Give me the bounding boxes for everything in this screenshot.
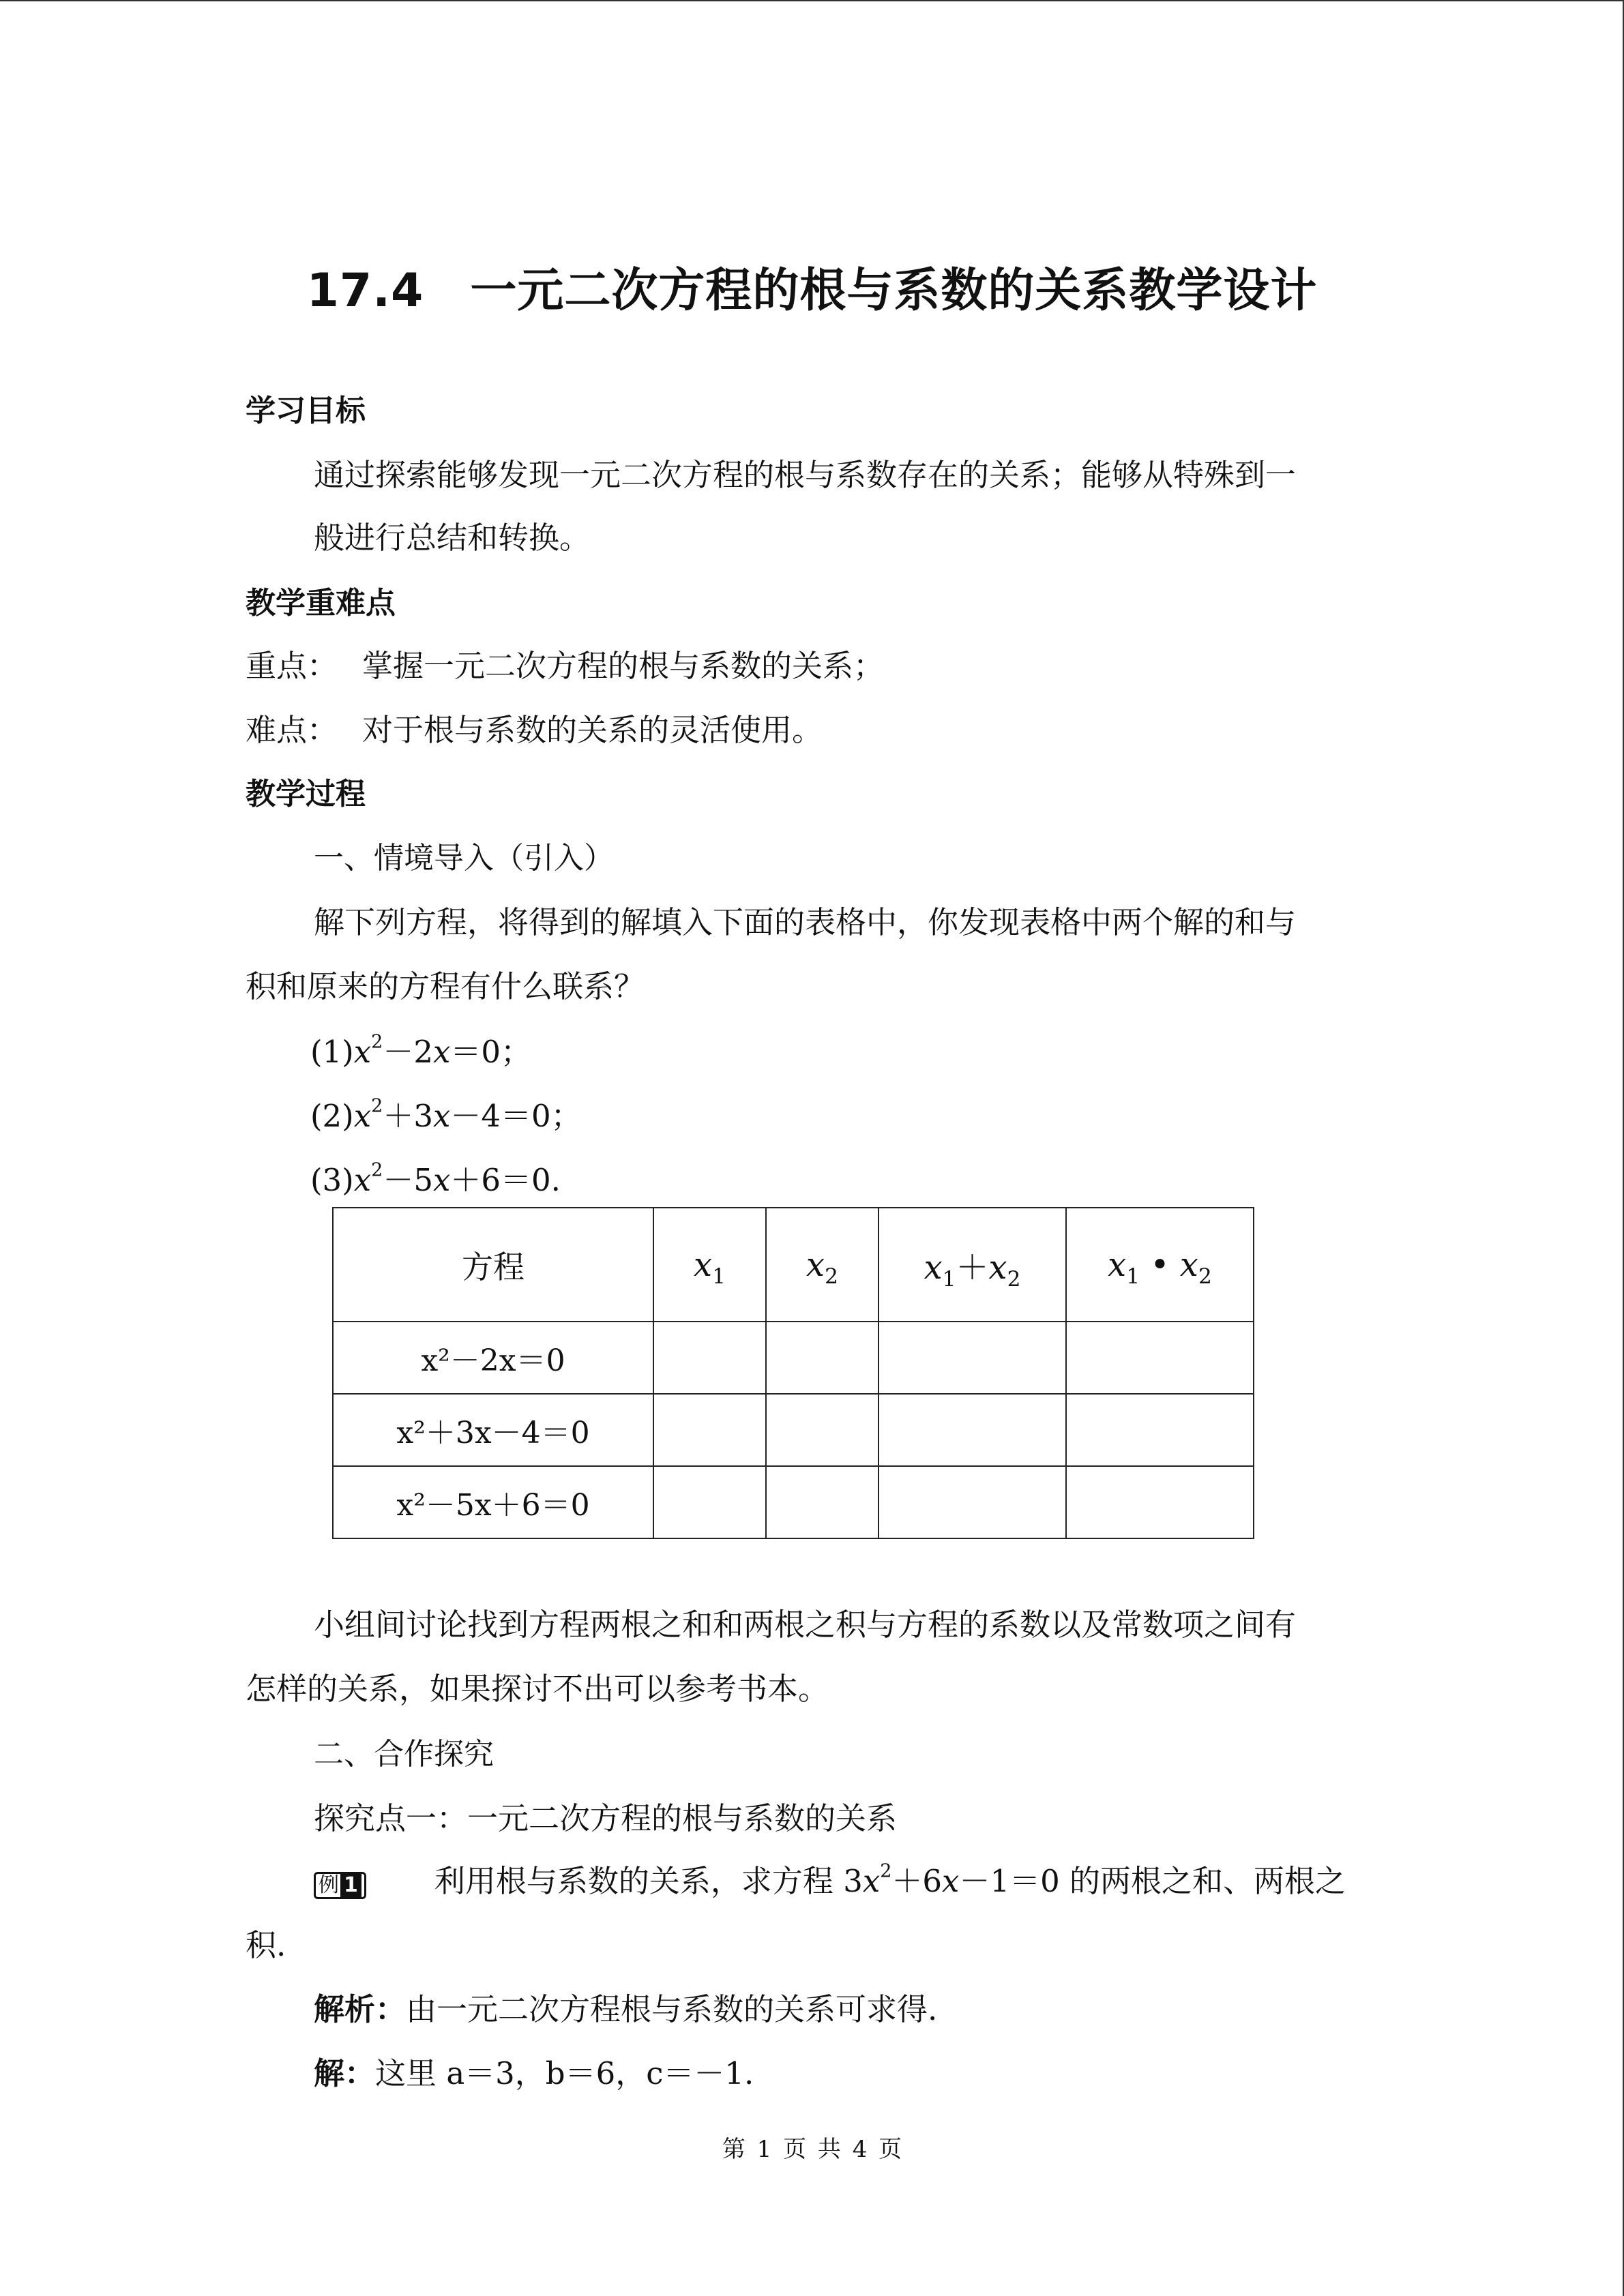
equation-3-tail: ＝0.	[501, 1162, 561, 1198]
focus-label: 重点：	[246, 648, 338, 684]
equation-3-label: (3)	[310, 1162, 354, 1198]
explore1-line: 探究点一：一元二次方程的根与系数的关系	[314, 1800, 898, 1836]
page-title	[0, 254, 1624, 320]
page-footer: 第 1 页 共 4 页	[722, 2136, 902, 2163]
equation-1-label: (1)	[310, 1034, 354, 1070]
objectives-line2: 般进行总结和转换。	[314, 520, 591, 556]
header-product: $x_1$ • $x_2$	[1066, 1208, 1254, 1322]
row-equation: x²＋3x－4＝0	[333, 1394, 653, 1466]
example-post: 的两根之和、两根之	[1059, 1863, 1346, 1899]
cell-sum[interactable]	[879, 1322, 1066, 1394]
cell-product[interactable]	[1066, 1394, 1254, 1466]
discussion-line2: 怎样的关系，如果探讨不出可以参考书本。	[246, 1671, 829, 1707]
equation-1: $(1)x^2-2x=0$；	[310, 1031, 531, 1070]
cell-x2[interactable]	[766, 1322, 879, 1394]
cell-sum[interactable]	[879, 1466, 1066, 1538]
example-1-line2: 积.	[246, 1927, 286, 1963]
header-sum: $x_1+x_2$	[879, 1208, 1066, 1322]
solution-label: 解：	[314, 2055, 376, 2091]
difficulty-text: 对于根与系数的关系的灵活使用。	[362, 712, 823, 748]
equation-3: $(3)x^2-5x+6=0$.	[310, 1159, 561, 1198]
table-row	[333, 1394, 1254, 1466]
header-x2: $x_2$	[766, 1208, 879, 1322]
example-badge	[314, 1872, 366, 1899]
cell-x2[interactable]	[766, 1466, 879, 1538]
cell-product[interactable]	[1066, 1322, 1254, 1394]
page-border-top	[0, 0, 1624, 1]
intro-line1: 解下列方程，将得到的解填入下面的表格中，你发现表格中两个解的和与	[314, 904, 1297, 940]
solution-line	[314, 2048, 754, 2093]
difficulty-line	[246, 705, 823, 749]
equation-2-label: (2)	[310, 1098, 354, 1134]
discussion-line1: 小组间讨论找到方程两根之和和两根之积与方程的系数以及常数项之间有	[314, 1607, 1297, 1643]
title-text: 一元二次方程的根与系数的关系教学设计	[470, 264, 1318, 318]
section1-heading: 一、情境导入（引入）	[314, 841, 614, 876]
solutions-table	[332, 1207, 1254, 1539]
cell-x2[interactable]	[766, 1394, 879, 1466]
cell-product[interactable]	[1066, 1466, 1254, 1538]
equation-1-tail: ＝0；	[450, 1034, 531, 1070]
analysis-line	[314, 1984, 937, 2029]
process-heading: 教学过程	[246, 777, 366, 811]
analysis-text: 由一元二次方程根与系数的关系可求得.	[406, 1991, 938, 2027]
example-badge-number: 1	[340, 1873, 361, 1897]
example-1-line: 例 1 利用根与系数的关系，求方程 $3x^2+6x-1=0$ 的两根之和、两根之	[314, 1856, 1346, 1900]
example-pre: 利用根与系数的关系，求方程	[434, 1863, 844, 1899]
header-x1: $x_1$	[653, 1208, 766, 1322]
table-row	[333, 1466, 1254, 1538]
focus-line	[246, 641, 884, 685]
cell-x1[interactable]	[653, 1394, 766, 1466]
objectives-line1: 通过探索能够发现一元二次方程的根与系数存在的关系；能够从特殊到一	[314, 457, 1297, 493]
solution-text: 这里 a＝3，b＝6，c＝－1.	[375, 2055, 754, 2091]
header-equation: 方程	[333, 1208, 653, 1322]
cell-sum[interactable]	[879, 1394, 1066, 1466]
title-number: 17.4	[306, 264, 424, 318]
difficulty-label: 难点：	[246, 712, 338, 748]
intro-line2: 积和原来的方程有什么联系？	[246, 968, 645, 1004]
section2-heading: 二、合作探究	[314, 1737, 494, 1772]
table-header-row	[333, 1208, 1254, 1322]
objectives-heading: 学习目标	[246, 393, 366, 428]
cell-x1[interactable]	[653, 1466, 766, 1538]
key-points-heading: 教学重难点	[246, 586, 396, 621]
example-badge-prefix: 例	[319, 1873, 339, 1897]
table-row	[333, 1322, 1254, 1394]
focus-text: 掌握一元二次方程的根与系数的关系；	[362, 648, 885, 684]
row-equation: x²－5x＋6＝0	[333, 1466, 653, 1538]
cell-x1[interactable]	[653, 1322, 766, 1394]
equation-2: $(2)x^2+3x-4=0$；	[310, 1095, 582, 1134]
analysis-label: 解析：	[314, 1991, 407, 2027]
equation-2-tail: ＝0；	[501, 1098, 582, 1134]
row-equation: x²－2x＝0	[333, 1322, 653, 1394]
